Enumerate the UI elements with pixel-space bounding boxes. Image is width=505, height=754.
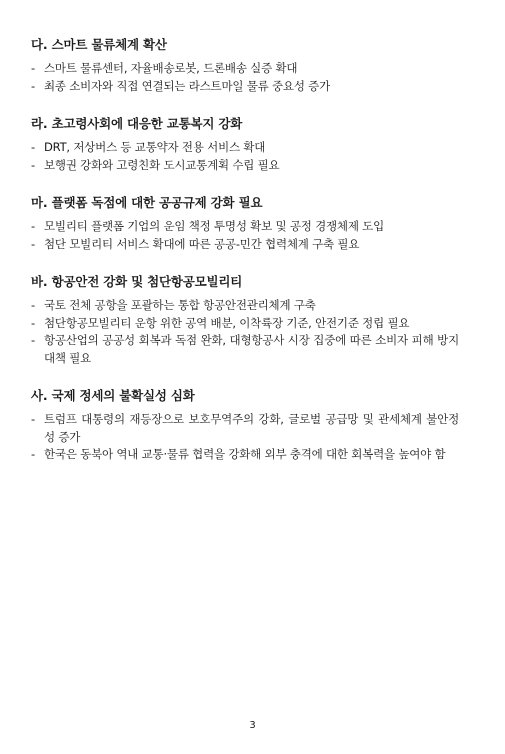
list-item [31,411,459,446]
bullet-dash: - [31,447,35,461]
section-platform-regulation [31,194,459,253]
list-item [31,446,459,464]
list-item-text: 항공산업의 공공성 회복과 독점 완화, 대형항공사 시장 집중에 따른 소비자 피해 방지 대책 필요 [44,333,459,365]
bullet-dash: - [31,315,35,330]
list-item [31,218,459,236]
section-heading: 바. 항공안전 강화 및 첨단항공모빌리티 [31,274,243,289]
list-item [31,332,459,367]
section-heading: 다. 스마트 물류체계 확산 [31,37,167,52]
section-aviation-safety [31,273,459,367]
section-international-uncertainty [31,387,459,464]
bullet-dash: - [31,333,35,347]
list-item [31,297,459,315]
list-item [31,157,459,175]
bullet-dash: - [31,140,35,154]
list-item-text: 첨단항공모빌리티 운항 위한 공역 배분, 이착륙장 기준, 안전기준 정립 필요 [44,315,410,330]
section-heading: 마. 플랫폼 독점에 대한 공공규제 강화 필요 [31,195,263,210]
list-item-text: 국토 전체 공항을 포괄하는 통합 항공안전관리체계 구축 [44,298,316,312]
bullet-dash: - [31,61,35,75]
bullet-dash: - [31,219,35,233]
bullet-dash: - [31,298,35,312]
bullet-dash: - [31,412,35,426]
bullet-dash: - [31,78,35,93]
list-item [31,60,459,78]
list-item-text: 한국은 동북아 역내 교통·물류 협력을 강화해 외부 충격에 대한 회복력을 높여야 함 [44,447,446,461]
list-item [31,78,459,96]
list-item-text: DRT, 저상버스 등 교통약자 전용 서비스 확대 [44,140,266,154]
list-item-text: 첨단 모빌리티 서비스 확대에 따른 공공-민간 협력체계 구축 필요 [44,236,360,251]
page-content [31,36,459,484]
section-heading: 사. 국제 정세의 불확실성 심화 [31,388,195,403]
list-item-text: 스마트 물류센터, 자율배송로봇, 드론배송 실증 확대 [44,61,298,75]
list-item [31,236,459,254]
list-item-text: 트럼프 대통령의 재등장으로 보호무역주의 강화, 글로벌 공급망 및 관세체계 불안정성 증가 [44,412,459,444]
page-number: 3 [249,720,256,731]
section-transport-welfare [31,115,459,174]
list-item [31,139,459,157]
list-item-text: 모빌리티 플랫폼 기업의 운임 책정 투명성 확보 및 공정 경쟁체제 도입 [44,219,385,233]
list-item-text: 최종 소비자와 직접 연결되는 라스트마일 물류 중요성 증가 [44,78,331,93]
section-smart-logistics [31,36,459,95]
section-heading: 라. 초고령사회에 대응한 교통복지 강화 [31,116,243,131]
bullet-dash: - [31,236,35,251]
list-item [31,315,459,333]
bullet-dash: - [31,157,35,172]
list-item-text: 보행권 강화와 고령친화 도시교통계획 수립 필요 [44,157,280,172]
